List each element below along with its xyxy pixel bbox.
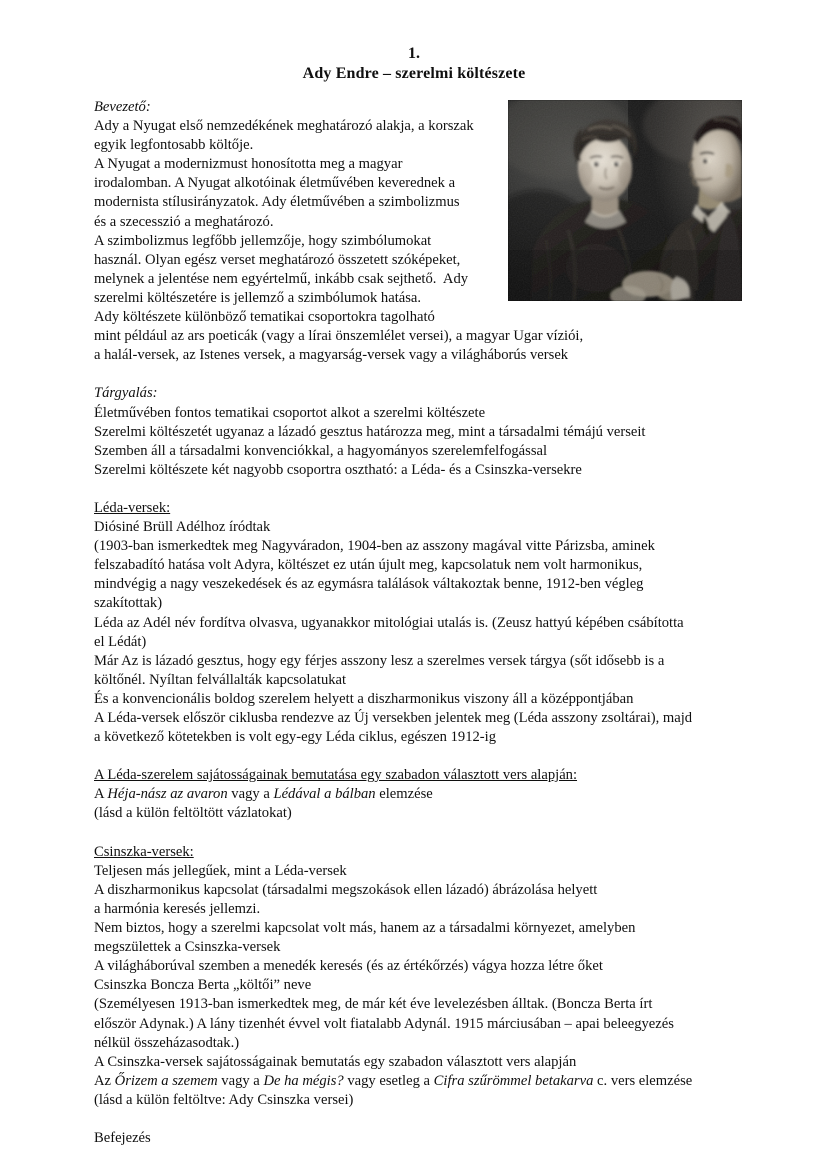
leda-poem-post: elemzése xyxy=(375,786,433,803)
section-befejezes xyxy=(94,1129,742,1148)
leda-task-note: (lásd a külön feltöltött vázlatokat) xyxy=(94,805,292,822)
targyalas-label: Tárgyalás: xyxy=(94,385,158,402)
leda-line-3: mindvégig a nagy veszekedések és az egymásra találások váltakoztak benne, 1912-ben végleg xyxy=(94,576,644,593)
bevezeto-line-8: melynek a jelentése nem egyértelmű, inkább csak sejthető. Ady xyxy=(94,270,469,287)
leda-poem-mid: vagy a xyxy=(227,786,274,803)
leda-task-heading: A Léda-szerelem sajátosságainak bemutatása egy szabadon választott vers alapján: xyxy=(94,767,578,784)
section-csinszka-versek xyxy=(94,843,742,1110)
csinszka-line-10: A Csinszka-versek sajátosságainak bemutatás egy szabadon választott vers alapján xyxy=(94,1053,577,1070)
section-leda-versek xyxy=(94,499,742,747)
bevezeto-line-6: A szimbolizmus legfőbb jellemzője, hogy szimbólumokat xyxy=(94,232,432,249)
bevezeto-line-9: szerelmi költészetére is jellemző a szimbólumok hatása. xyxy=(94,289,422,306)
targyalas-line-3: Szerelmi költészete két nagyobb csoportra osztható: a Léda- és a Csinszka-versekre xyxy=(94,461,582,478)
leda-task-poem-line xyxy=(94,785,742,804)
spacer xyxy=(94,824,742,843)
bevezeto-line-2: A Nyugat a modernizmust honosította meg a magyar xyxy=(94,156,403,173)
document-body xyxy=(94,98,742,1148)
targyalas-line-2: Szemben áll a társadalmi konvenciókkal, a hagyományos szerelemfelfogással xyxy=(94,442,548,459)
leda-line-6: el Lédát) xyxy=(94,633,147,650)
csinszka-line-8: először Adynak.) A lány tizenhét évvel volt fiatalabb Adynál. 1915 márciusában – apai beleegyezés xyxy=(94,1015,674,1032)
csinszka-poem-pre: Az xyxy=(94,1072,115,1089)
section-bevezeto xyxy=(94,98,506,327)
csinszka-line-6: Csinszka Boncza Berta „költői” neve xyxy=(94,977,312,994)
page-title: Ady Endre – szerelmi költészete xyxy=(302,65,526,82)
leda-versek-heading: Léda-versek: xyxy=(94,499,171,516)
bevezeto-wide-line-1: a halál-versek, az Istenes versek, a magyarság-versek vagy a világháborús versek xyxy=(94,347,569,364)
leda-line-5: Léda az Adél név fordítva olvasva, ugyanakkor mitológiai utalás is. (Zeusz hattyú képében csábította xyxy=(94,614,684,631)
spacer xyxy=(94,747,742,766)
leda-line-7: Már Az is lázadó gesztus, hogy egy férjes asszony lesz a szerelmes versek tárgya (sőt idősebb is a xyxy=(94,652,665,669)
leda-poem-pre: A xyxy=(94,786,108,803)
section-leda-feladat xyxy=(94,766,742,823)
csinszka-poem-line xyxy=(94,1072,742,1091)
csinszka-line-4: megszülettek a Csinszka-versek xyxy=(94,939,281,956)
csinszka-poem-mid-2: vagy esetleg a xyxy=(343,1072,434,1089)
leda-line-2: felszabadító hatása volt Adyra, költészet ez után újult meg, kapcsolatuk nem volt harmonikus, xyxy=(94,557,643,574)
csinszka-line-0: Teljesen más jellegűek, mint a Léda-versek xyxy=(94,862,347,879)
bevezeto-line-3: irodalomban. A Nyugat alkotóinak életművében keverednek a xyxy=(94,175,456,192)
bevezeto-wide-line-0: mint például az ars poeticák (vagy a lírai önszemlélet versei), a magyar Ugar víziói, xyxy=(94,328,584,345)
csinszka-line-1: A diszharmonikus kapcsolat (társadalmi megszokások ellen lázadó) ábrázolása helyett xyxy=(94,881,598,898)
csinszka-versek-heading: Csinszka-versek: xyxy=(94,843,194,860)
targyalas-line-0: Életművében fontos tematikai csoportot alkot a szerelmi költészete xyxy=(94,404,486,421)
section-targyalas xyxy=(94,384,742,479)
csinszka-line-3: Nem biztos, hogy a szerelmi kapcsolat volt más, hanem az a társadalmi környezet, amelyben xyxy=(94,920,636,937)
bevezeto-line-0: Ady a Nyugat első nemzedékének meghatározó alakja, a korszak xyxy=(94,118,474,135)
bevezeto-line-7: használ. Olyan egész verset meghatározó összetett szóképeket, xyxy=(94,251,461,268)
section-bevezeto-wide xyxy=(94,327,742,365)
spacer xyxy=(94,480,742,499)
leda-line-9: És a konvencionális boldog szerelem helyett a diszharmonikus viszony áll a középpontjában xyxy=(94,690,634,707)
targyalas-line-1: Szerelmi költészetét ugyanaz a lázadó gesztus határozza meg, mint a társadalmi témájú verseit xyxy=(94,423,646,440)
bevezeto-line-4: modernista stílusirányzatok. Ady életművében a szimbolizmus xyxy=(94,194,460,211)
csinszka-poem-title-3: Cifra szűrömmel betakarva xyxy=(433,1072,594,1089)
spacer xyxy=(94,365,742,384)
leda-line-8: költőnél. Nyíltan felvállalták kapcsolatukat xyxy=(94,671,347,688)
csinszka-line-9: nélkül összeházasodtak.) xyxy=(94,1034,240,1051)
bevezeto-line-10: Ady költészete különböző tematikai csoportokra tagolható xyxy=(94,309,435,326)
leda-line-0: Diósiné Brüll Adélhoz íródtak xyxy=(94,519,271,536)
leda-line-1: (1903-ban ismerkedtek meg Nagyváradon, 1904-ben az asszony magával vitte Párizsba, aminek xyxy=(94,538,655,555)
csinszka-poem-title-2: De ha mégis? xyxy=(263,1072,344,1089)
csinszka-line-7: (Személyesen 1913-ban ismerkedtek meg, de már két éve levelezésben álltak. (Boncza Berta írt xyxy=(94,996,653,1013)
leda-line-11: a következő kötetekben is volt egy-egy Léda ciklus, egészen 1912-ig xyxy=(94,729,497,746)
leda-poem-title-2: Lédával a bálban xyxy=(273,786,376,803)
document-number: 1. xyxy=(408,45,420,62)
bevezeto-label: Bevezető: xyxy=(94,99,151,115)
spacer xyxy=(94,1110,742,1129)
csinszka-poem-mid-1: vagy a xyxy=(217,1072,264,1089)
csinszka-line-2: a harmónia keresés jellemzi. xyxy=(94,900,261,917)
csinszka-note: (lásd a külön feltöltve: Ady Csinszka versei) xyxy=(94,1091,354,1108)
csinszka-poem-title-1: Őrizem a szemem xyxy=(114,1072,218,1089)
leda-line-4: szakítottak) xyxy=(94,595,163,612)
leda-poem-title-1: Héja-nász az avaron xyxy=(107,786,228,803)
csinszka-line-5: A világháborúval szemben a menedék keresés (és az értékőrzés) vágya hozza létre őket xyxy=(94,958,603,975)
csinszka-poem-post: c. vers elemzése xyxy=(593,1072,693,1089)
leda-line-10: A Léda-versek először ciklusba rendezve az Új versekben jelentek meg (Léda asszony zsoltárai), majd xyxy=(94,710,693,726)
bevezeto-line-5: és a szecesszió a meghatározó. xyxy=(94,213,274,230)
bevezeto-line-1: egyik legfontosabb költője. xyxy=(94,137,254,154)
befejezes-label: Befejezés xyxy=(94,1130,151,1147)
